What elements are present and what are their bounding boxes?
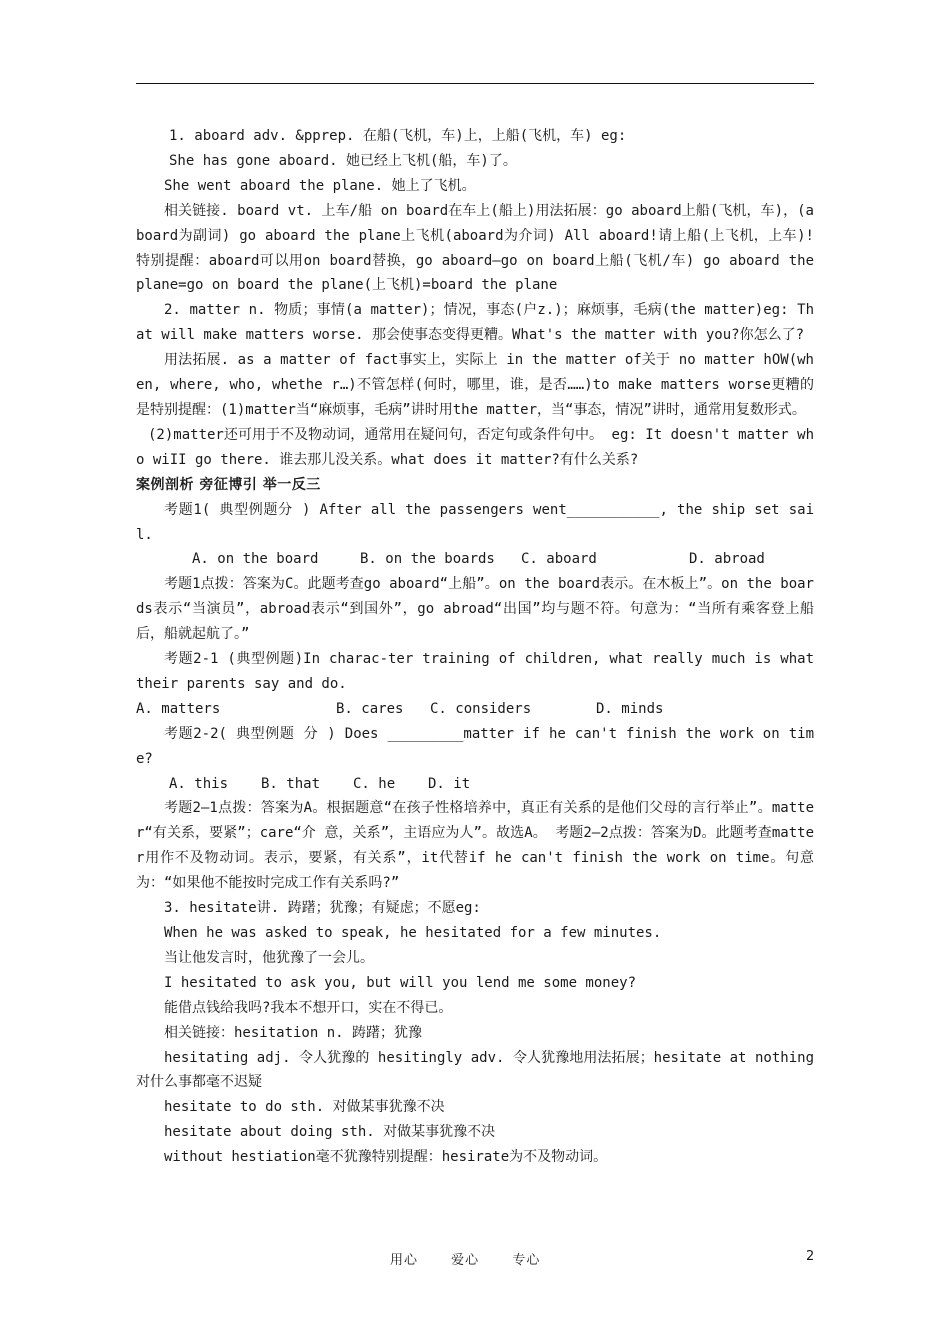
answer-explanation-2: 考题2—1点拨：答案为A。根据题意“在孩子性格培养中，真正有关系的是他们父母的言行举止”。matter“有关系，要紧”；care“介 意，关系”，主语应为人”。故选A。 考题2—2点拨：答案为D。此题考查matter用作不及物动词。表示，要紧，有关系”，it代替if he can't finish the work on time。句意为：“如果他不能按时完成工作有关系吗?” bbox=[136, 800, 814, 892]
option-b: B. that bbox=[261, 775, 321, 792]
footer-motto bbox=[390, 1249, 568, 1268]
option-a: A. on the board bbox=[192, 551, 319, 568]
example-translation: 能借点钱给我吗?我本不想开口，实在不得已。 bbox=[164, 999, 453, 1016]
header-rule bbox=[136, 83, 814, 84]
option-a: A. matters bbox=[136, 700, 221, 717]
section-heading: 案例剖析 旁征博引 举一反三 bbox=[136, 476, 321, 493]
related-link-paragraph: 相关链接. board vt. 上车/船 on board在车上(船上)用法拓展：go aboard上船(飞机，车)，(aboard为副词) go aboard the plane上飞机(aboard为介词) All aboard!请上船(上飞机，上车)!特别提醒：aboard可以用on board替换，go aboard—go on board上船(飞机/车) go aboard the plane=go on board the plane(上飞机)=board the plane bbox=[136, 202, 814, 294]
example-sentence: She went aboard the plane. 她上了飞机。 bbox=[164, 177, 476, 194]
motto-word: 爱心 bbox=[451, 1253, 480, 1268]
option-b: B. on the boards bbox=[360, 551, 495, 568]
option-d: D. abroad bbox=[689, 551, 765, 568]
example-sentence: I hesitated to ask you, but will you lend me some money? bbox=[164, 974, 637, 991]
example-sentence: She has gone aboard. 她已经上飞机(船，车)了。 bbox=[169, 152, 517, 169]
example-sentence: When he was asked to speak, he hesitated for a few minutes. bbox=[164, 925, 662, 941]
option-c: C. aboard bbox=[521, 551, 597, 568]
motto-word: 专心 bbox=[512, 1253, 541, 1268]
entry-aboard-heading: 1. aboard adv. &pprep. 在船(飞机，车)上，上船(飞机，车) eg: bbox=[169, 128, 627, 144]
usage-line: without hestiation毫不犹豫特别提醒：hesirate为不及物动词。 bbox=[164, 1149, 608, 1166]
question-2-1-options bbox=[136, 697, 814, 722]
motto-word: 用心 bbox=[390, 1253, 419, 1268]
question-2-2: 考题2-2( 典型例题 分 ) Does _________matter if he can't finish the work on time? bbox=[136, 725, 814, 767]
entry-matter-heading: 2. matter n. 物质；事情(a matter)；情况，事态(户z.)；麻烦事，毛病(the matter)eg: That will make matters worse. 那会使事态变得更糟。What's the matter with you?你怎么了? bbox=[136, 302, 814, 344]
derivatives-paragraph: hesitating adj. 令人犹豫的 hesitingly adv. 令人犹豫地用法拓展；hesitate at nothing对什么事都毫不迟疑 bbox=[136, 1049, 814, 1091]
page-footer bbox=[0, 1249, 950, 1269]
document-body bbox=[136, 124, 814, 1170]
page-number: 2 bbox=[806, 1249, 815, 1264]
usage-line: hesitate about doing sth. 对做某事犹豫不决 bbox=[164, 1124, 496, 1141]
note-paragraph: (2)matter还可用于不及物动词，通常用在疑问句，否定句或条件句中。 eg: It doesn't matter who wiII go there. 谁去那儿没关系。what does it matter?有什么关系? bbox=[136, 426, 814, 468]
question-2-2-options bbox=[136, 772, 814, 797]
option-c: C. considers bbox=[430, 700, 532, 717]
option-b: B. cares bbox=[336, 700, 404, 717]
question-1: 考题1( 典型例题分 ) After all the passengers went___________, the ship set sail. bbox=[136, 501, 814, 543]
option-d: D. minds bbox=[596, 700, 664, 717]
option-a: A. this bbox=[169, 775, 229, 792]
answer-explanation-1: 考题1点拨：答案为C。此题考查go aboard“上船”。on the board表示。在木板上”。on the boards表示“当演员”，abroad表示“到国外”，go abroad“出国”均与题不符。句意为：“当所有乘客登上船后，船就起航了。” bbox=[136, 576, 814, 643]
usage-line: hesitate to do sth. 对做某事犹豫不决 bbox=[164, 1099, 445, 1116]
question-2-1: 考题2-1 (典型例题)In charac-ter training of children, what really much is what their parents say and do. bbox=[136, 651, 814, 692]
related-link-paragraph: 相关链接：hesitation n. 踌躇；犹豫 bbox=[164, 1024, 423, 1041]
question-1-options bbox=[136, 547, 814, 572]
usage-extension-paragraph: 用法拓展. as a matter of fact事实上，实际上 in the matter of关于 no matter hOW(when, where, who, whethe r…)不管怎样(何时，哪里，谁，是否……)to make matters worse更糟的是特别提醒：(1)matter当“麻烦事，毛病”讲时用the matter，当“事态，情况”讲时，通常用复数形式。 bbox=[136, 352, 814, 418]
option-c: C. he bbox=[353, 775, 396, 792]
example-translation: 当让他发言时，他犹豫了一会儿。 bbox=[164, 949, 374, 966]
entry-hesitate-heading: 3. hesitate讲. 踌躇；犹豫；有疑虑；不愿eg: bbox=[164, 900, 481, 917]
option-d: D. it bbox=[428, 775, 471, 792]
